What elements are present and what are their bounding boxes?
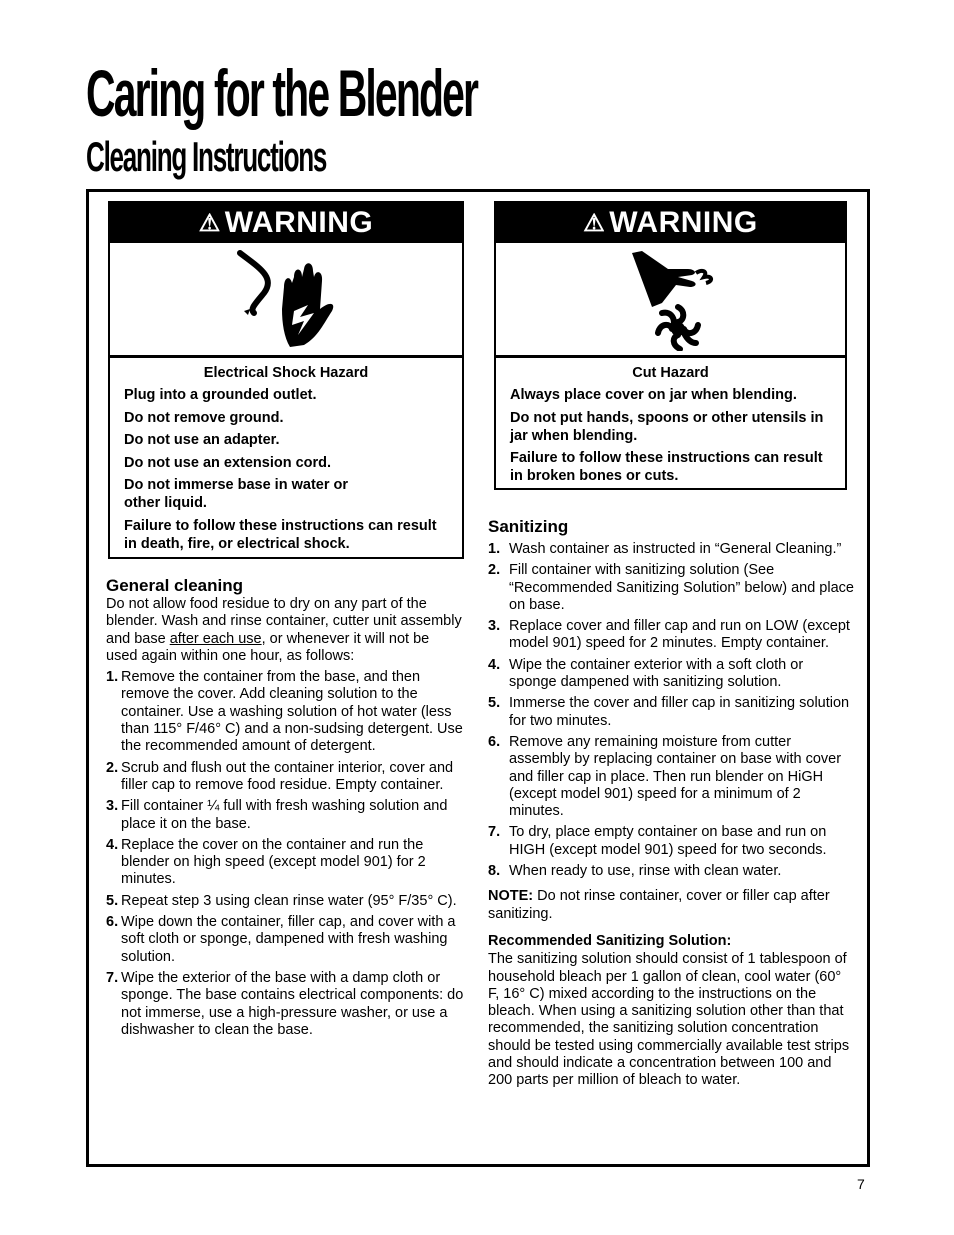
sanitizing-steps-list xyxy=(488,541,854,880)
list-item: 7. Wipe the exterior of the base with a damp cloth or sponge. The base contains electrical components: do not immerse, use a high-pressure washer, or use a dishwasher to clean the base. xyxy=(106,969,464,1038)
section-heading: Sanitizing xyxy=(488,517,569,536)
list-item: 2. Fill container with sanitizing solution (See “Recommended Sanitizing Solution” below) and place on base. xyxy=(488,562,854,613)
warning-triangle-icon: ⚠ xyxy=(198,209,221,237)
list-item: 5. Immerse the cover and filler cap in sanitizing solution for two minutes. xyxy=(488,695,850,729)
recommended-solution-heading: Recommended Sanitizing Solution: xyxy=(488,932,732,949)
general-cleaning-section xyxy=(106,576,464,1043)
list-item: 4. Wipe the container exterior with a soft cloth or sponge dampened with sanitizing solution. xyxy=(488,656,804,691)
after-each-use-text: after each use xyxy=(169,630,262,647)
sanitizing-section xyxy=(488,517,854,1090)
list-item: 6. Wipe down the container, filler cap, and cover with a soft cloth or sponge, dampened with fresh washing solution. xyxy=(106,914,456,965)
note-paragraph: NOTE: Do not rinse container, cover or filler cap after sanitizing. xyxy=(488,888,830,922)
warning-line: Do not use an extension cord. xyxy=(124,454,332,471)
warning-pictogram-area xyxy=(110,243,462,358)
hazard-title: Electrical Shock Hazard xyxy=(203,365,369,381)
note-label: NOTE: xyxy=(488,888,534,905)
warning-line: Do not immerse base in water or other liquid. xyxy=(124,477,349,511)
list-item: 1. Wash container as instructed in “General Cleaning.” xyxy=(488,541,842,557)
warning-box-cut xyxy=(494,201,847,490)
warning-text xyxy=(110,358,462,553)
warning-pictogram-area xyxy=(496,243,845,358)
warning-line: Do not use an adapter. xyxy=(124,432,280,448)
warning-header xyxy=(110,203,462,243)
page-number: 7 xyxy=(857,1176,865,1192)
page-subtitle: Cleaning Instructions xyxy=(86,133,327,180)
warning-text xyxy=(496,358,845,485)
list-item: 7. To dry, place empty container on base and run on HIGH (except model 901) speed for two seconds. xyxy=(488,824,827,858)
list-item: 6. Remove any remaining moisture from cutter assembly by replacing container on base with cover and filler cap in place. Then run blender on HiGH (except model 901) speed for a minimum of 2 minutes. xyxy=(488,733,842,820)
warning-box-electrical xyxy=(108,201,464,559)
list-item: 5. Repeat step 3 using clean rinse water (95° F/35° C). xyxy=(106,892,457,909)
list-item: 8. When ready to use, rinse with clean water. xyxy=(488,863,782,880)
hazard-title: Cut Hazard xyxy=(632,365,709,381)
cleaning-steps-list xyxy=(106,669,464,1039)
warning-header xyxy=(496,203,845,243)
warning-line: Failure to follow these instructions can result in death, fire, or electrical shock. xyxy=(124,517,437,552)
section-heading: General cleaning xyxy=(106,576,243,595)
warning-line: Always place cover on jar when blending. xyxy=(510,387,797,403)
warning-triangle-icon: ⚠ xyxy=(583,209,606,237)
list-item: 3. Fill container ¼ full with fresh washing solution and place it on the base. xyxy=(106,798,448,832)
warning-label: WARNING xyxy=(224,206,374,239)
section-intro: Do not allow food residue to dry on any part of the blender. Wash and rinse container, cutter unit assembly and base after each use, or whenever it will not be used again within one hour, as follows: xyxy=(106,596,462,664)
electrical-shock-icon xyxy=(228,247,348,353)
list-item: 2. Scrub and flush out the container interior, cover and filler cap to remove food residue. Empty container. xyxy=(106,759,454,793)
list-item: 4. Replace the cover on the container and run the blender on high speed (except model 901) for 2 minutes. xyxy=(106,836,426,888)
list-item: 3. Replace cover and filler cap and run on LOW (except model 901) speed for 2 minutes. Empty container. xyxy=(488,618,850,652)
warning-line: Do not put hands, spoons or other utensils in jar when blending. xyxy=(510,409,824,444)
warning-line: Do not remove ground. xyxy=(124,409,284,426)
recommended-solution-text: The sanitizing solution should consist of 1 tablespoon of household bleach per 1 gallon of clean, cool water (60° F, 16° C) mixed according to the instructions on the bleach. When using a sanitizing solution other than that recommended, the sanitizing solution concentration should be tested using commercially available test strips and should indicate a concentration between 100 and 200 parts per million of bleach to water. xyxy=(488,951,850,1089)
cut-hazard-icon xyxy=(622,247,722,351)
warning-line: Failure to follow these instructions can result in broken bones or cuts. xyxy=(510,450,823,484)
page-title: Caring for the Blender xyxy=(86,56,478,130)
warning-line: Plug into a grounded outlet. xyxy=(124,387,317,403)
warning-label: WARNING xyxy=(609,206,758,239)
list-item: 1. Remove the container from the base, and then remove the cover. Add cleaning solution to the container. Use a washing solution of hot water (less than 115° F/46° C) and a non-sudsing detergent. Use the recommended amount of detergent. xyxy=(106,669,463,755)
